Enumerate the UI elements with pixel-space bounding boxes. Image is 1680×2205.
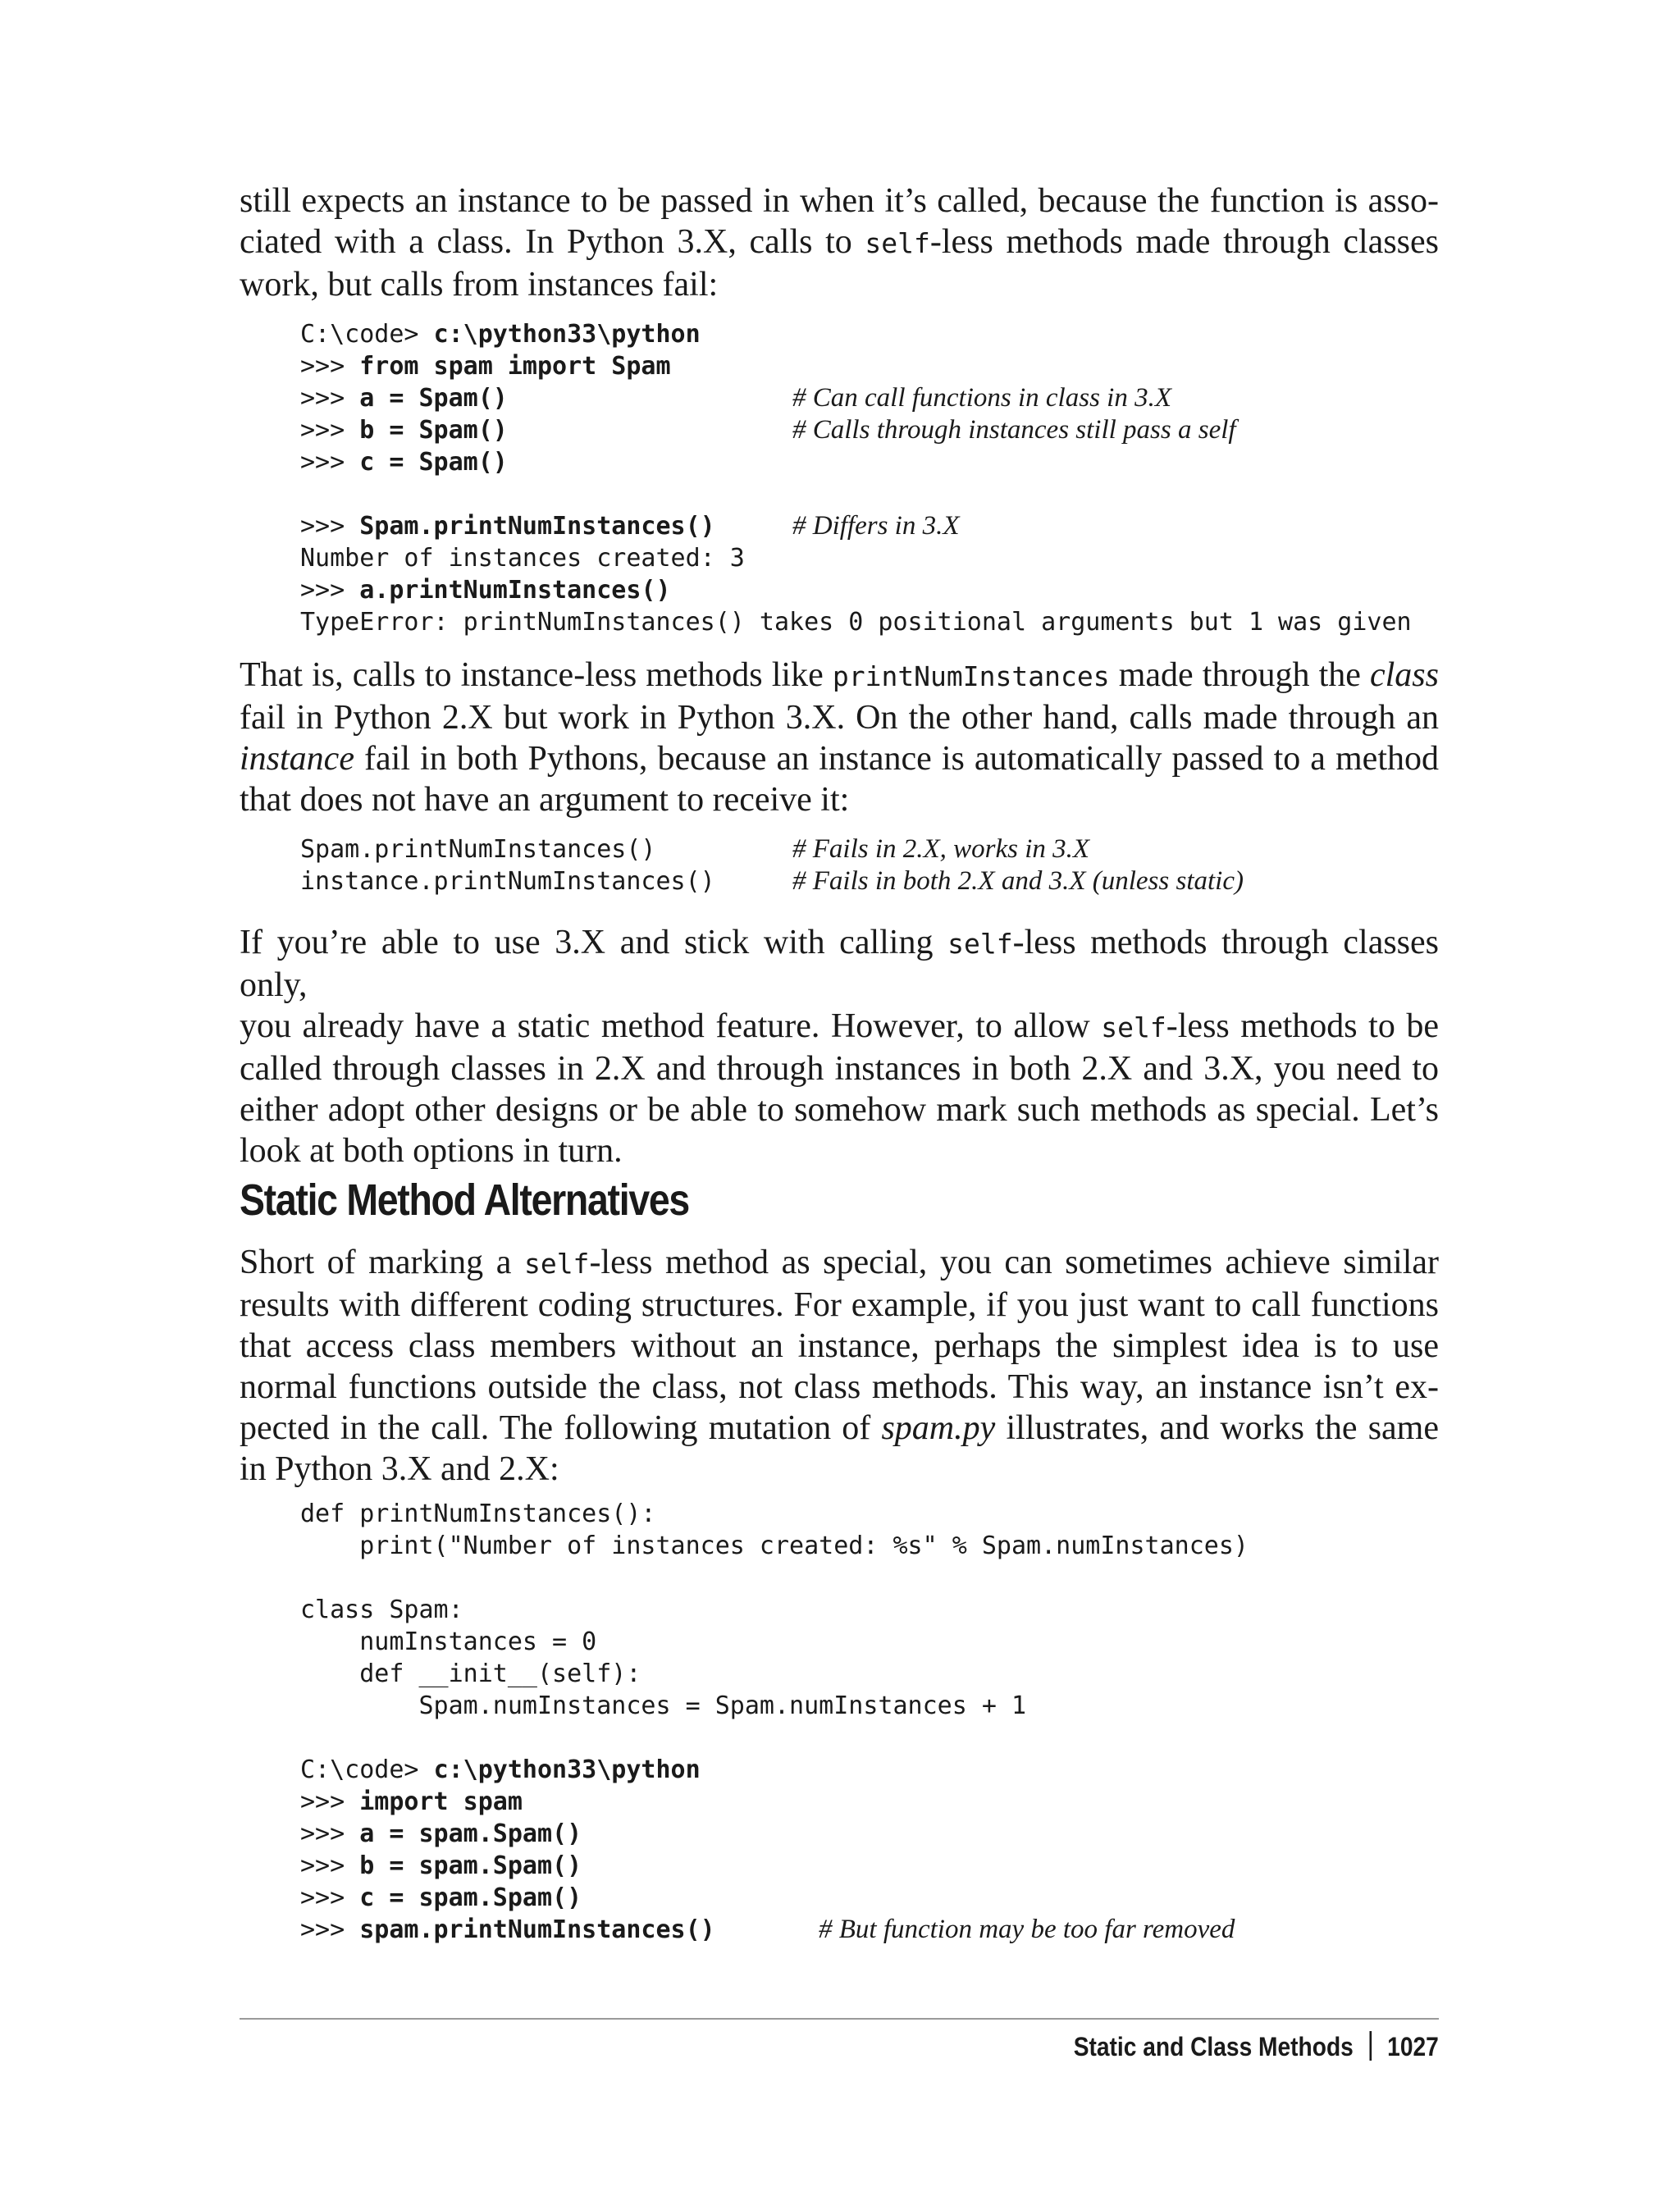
code-line <box>300 1658 1449 1690</box>
text-line: that access class members without an instance, perhaps the simplest idea is to use <box>240 1327 1439 1365</box>
code-text: def __init__(self): <box>300 1659 641 1688</box>
text-line: instance fail in both Pythons, because an instance is automatically passed to a method <box>240 740 1439 778</box>
code-input: from spam import Spam <box>359 352 671 381</box>
code-text: >>> <box>300 1851 360 1880</box>
text-line: either adopt other designs or be able to somehow mark such methods as special. Let’s <box>240 1091 1439 1129</box>
text-line: If you’re able to use 3.X and stick with calling self-less methods through classes only, <box>240 924 1440 1004</box>
code-line <box>300 1594 1449 1626</box>
text-line: that does not have an argument to receive it: <box>240 781 850 819</box>
code-input: b = spam.Spam() <box>359 1851 582 1880</box>
page-number: 1027 <box>1387 2032 1439 2061</box>
emphasis: spam.py <box>881 1409 996 1447</box>
code-text: >>> <box>300 1883 360 1912</box>
code-text: Spam.numInstances = Spam.numInstances + 1 <box>300 1691 1027 1720</box>
code-line <box>300 1562 1449 1594</box>
text-line: still expects an instance to be passed in when it’s called, because the function is asso- <box>240 182 1439 220</box>
code-line <box>300 574 1449 606</box>
code-text: numInstances = 0 <box>300 1628 597 1656</box>
text-line: in Python 3.X and 2.X: <box>240 1450 559 1488</box>
code-input: a.printNumInstances() <box>359 576 671 605</box>
code-line <box>300 542 1449 574</box>
code-input: c:\python33\python <box>433 1755 701 1784</box>
code-input: b = Spam() <box>359 416 508 445</box>
code-line <box>300 1722 1449 1754</box>
code-line <box>300 1626 1449 1658</box>
code-line <box>300 865 1449 897</box>
footer-rule <box>240 2018 1439 2020</box>
code-comment: # Can call functions in class in 3.X <box>792 383 1171 413</box>
code-text: Number of instances created: 3 <box>300 544 745 573</box>
code-text: class Spam: <box>300 1596 463 1624</box>
code-comment: # Fails in both 2.X and 3.X (unless static) <box>792 866 1244 896</box>
paragraph-3 <box>240 922 1439 1171</box>
text-line: fail in Python 2.X but work in Python 3.X. On the other hand, calls made through an <box>240 699 1439 737</box>
code-line <box>300 1498 1449 1530</box>
emphasis: instance <box>240 740 354 778</box>
code-line <box>300 833 1449 865</box>
code-line <box>300 1914 1449 1946</box>
footer-section-title: Static and Class Methods <box>1073 2032 1354 2061</box>
code-text: >>> <box>300 1819 360 1848</box>
text-line: normal functions outside the class, not class methods. This way, an instance isn’t ex- <box>240 1368 1439 1406</box>
code-block-1 <box>300 318 1449 638</box>
code-line <box>300 414 1449 446</box>
running-footer <box>1074 2031 1439 2062</box>
code-input: a = spam.Spam() <box>359 1819 582 1848</box>
code-line <box>300 446 1449 478</box>
text-line: you already have a static method feature. However, to allow self-less methods to be <box>240 1007 1439 1045</box>
paragraph-2 <box>240 655 1439 820</box>
text-line: results with different coding structures. For example, if you just want to call functions <box>240 1286 1439 1324</box>
text-line: called through classes in 2.X and through instances in both 2.X and 3.X, you need to <box>240 1050 1439 1088</box>
code-text: instance.printNumInstances() <box>300 867 715 896</box>
code-input: import spam <box>359 1787 523 1816</box>
code-text: >>> <box>300 352 360 381</box>
section-heading: Static Method Alternatives <box>240 1176 689 1225</box>
inline-code: self <box>523 1248 590 1280</box>
code-line <box>300 606 1449 638</box>
code-line <box>300 382 1449 414</box>
paragraph-4 <box>240 1242 1439 1490</box>
text-line: That is, calls to instance-less methods like printNumInstances made through the class <box>240 656 1439 694</box>
code-text: >>> <box>300 448 360 477</box>
text-line: Short of marking a self-less method as special, you can sometimes achieve similar <box>240 1244 1439 1281</box>
code-line <box>300 1818 1449 1850</box>
emphasis: class <box>1370 656 1439 694</box>
code-line <box>300 1882 1449 1914</box>
code-input: c:\python33\python <box>433 320 701 349</box>
code-block-3 <box>300 1498 1449 1946</box>
code-input: Spam.printNumInstances() <box>359 512 715 541</box>
code-text: >>> <box>300 512 360 541</box>
code-input: c = spam.Spam() <box>359 1883 582 1912</box>
code-line <box>300 510 1449 542</box>
code-line <box>300 1786 1449 1818</box>
footer-separator <box>1369 2031 1372 2061</box>
inline-code: self <box>947 928 1013 960</box>
code-line <box>300 318 1449 350</box>
code-line <box>300 1690 1449 1722</box>
text-line: pected in the call. The following mutation of spam.py illustrates, and works the same <box>240 1409 1439 1447</box>
code-text: Spam.printNumInstances() <box>300 835 656 864</box>
code-line <box>300 1754 1449 1786</box>
code-input: spam.printNumInstances() <box>359 1915 715 1944</box>
code-text: def printNumInstances(): <box>300 1500 656 1528</box>
code-text: >>> <box>300 416 360 445</box>
code-line <box>300 1850 1449 1882</box>
code-text: print("Number of instances created: %s" % Spam.numInstances) <box>300 1532 1249 1560</box>
code-text: TypeError: printNumInstances() takes 0 positional arguments but 1 was given <box>300 608 1412 637</box>
paragraph-1 <box>240 180 1439 305</box>
code-comment: # Differs in 3.X <box>792 511 960 541</box>
code-comment: # But function may be too far removed <box>819 1915 1235 1944</box>
code-text: >>> <box>300 1787 360 1816</box>
inline-code: self <box>865 227 930 259</box>
code-block-2 <box>300 833 1449 897</box>
text-line: ciated with a class. In Python 3.X, calls to self-less methods made through classes <box>240 223 1439 261</box>
inline-code: printNumInstances <box>832 660 1110 692</box>
inline-code: self <box>1101 1011 1166 1043</box>
code-comment: # Calls through instances still pass a self <box>792 415 1236 445</box>
code-text: C:\code> <box>300 1755 434 1784</box>
code-line <box>300 478 1449 510</box>
code-text: >>> <box>300 576 360 605</box>
code-line <box>300 1530 1449 1562</box>
code-comment: # Fails in 2.X, works in 3.X <box>792 834 1090 864</box>
code-line <box>300 350 1449 382</box>
text-line: work, but calls from instances fail: <box>240 266 719 304</box>
code-text: C:\code> <box>300 320 434 349</box>
code-text: >>> <box>300 1915 360 1944</box>
code-text: >>> <box>300 384 360 413</box>
code-input: a = Spam() <box>359 384 508 413</box>
text-line: look at both options in turn. <box>240 1132 623 1170</box>
code-input: c = Spam() <box>359 448 508 477</box>
